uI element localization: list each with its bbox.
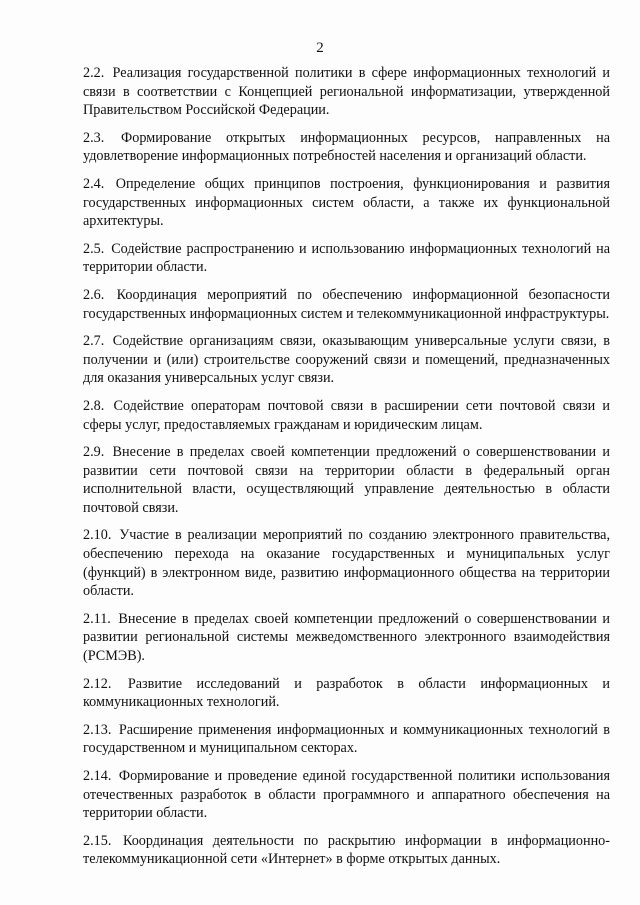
paragraph-text: Координация мероприятий по обеспечению информационной безопасности государственных информационных систем и телекоммуникационной инфраструктуры. <box>83 286 611 322</box>
paragraph-text: Содействие распространению и использованию информационных технологий на территории области. <box>83 240 611 276</box>
paragraph-text: Реализация государственной политики в сфере информационных технологий и связи в соответствии с Концепцией региональной информатизации, утвержденной Правительством Российской Федерации. <box>83 65 610 119</box>
paragraph-text: Формирование и проведение единой государственной политики использования отечественных разработок в области программного и аппаратного обеспечения на территории области. <box>83 768 610 822</box>
paragraph-number: 2.14. <box>83 768 112 784</box>
paragraph-number: 2.12. <box>83 675 112 692</box>
paragraph-text: Расширение применения информационных и коммуникационных технологий в государственном и муниципальном секторах. <box>83 721 610 757</box>
paragraph-text: Определение общих принципов построения, функционирования и развития государственных информационных систем области, а также их функциональной архитектуры. <box>83 175 611 230</box>
paragraph-2-7 <box>83 332 610 388</box>
paragraph-number: 2.8. <box>83 397 105 414</box>
paragraph-text: Координация деятельности по раскрытию информации в информационно-телекоммуникационной сети «Интернет» в форме открытых данных. <box>83 832 610 868</box>
paragraph-2-3 <box>83 129 610 166</box>
paragraph-2-9 <box>83 443 610 517</box>
paragraph-text: Участие в реализации мероприятий по созданию электронного правительства, обеспечению перехода на оказание государственных и муниципальных услуг (функций) в электронном виде, развитию информационного общества на территории области. <box>83 527 610 600</box>
paragraph-number: 2.15. <box>83 832 112 849</box>
paragraph-number: 2.3. <box>83 129 105 146</box>
paragraph-number: 2.9. <box>83 444 105 461</box>
paragraph-text: Содействие организациям связи, оказывающим универсальные услуги связи, в получении и (или) строительстве сооружений связи и помещений, предназначенных для оказания универсальных услуг связи. <box>83 333 610 387</box>
paragraph-number: 2.10. <box>83 527 112 544</box>
paragraph-2-11 <box>83 610 610 666</box>
paragraph-text: Формирование открытых информационных ресурсов, направленных на удовлетворение информационных потребностей населения и организаций области. <box>83 129 610 165</box>
paragraph-2-12 <box>83 675 610 712</box>
paragraph-number: 2.11. <box>83 610 111 627</box>
paragraph-2-14 <box>83 767 610 823</box>
paragraph-2-4 <box>83 175 610 231</box>
paragraph-text: Развитие исследований и разработок в области информационных и коммуникационных технологий. <box>83 675 610 711</box>
paragraph-2-15 <box>83 832 610 869</box>
paragraph-2-13 <box>83 721 610 758</box>
document-body <box>83 64 610 869</box>
paragraph-2-5 <box>83 240 610 277</box>
paragraph-text: Внесение в пределах своей компетенции предложений о совершенствовании и развитии сети почтовой связи на территории области в федеральный орган исполнительной власти, осуществляющий управление деятельностью в области почтовой связи. <box>83 444 610 516</box>
page-number: 2 <box>316 40 324 56</box>
paragraph-text: Внесение в пределах своей компетенции предложений о совершенствовании и развитии региональной системы межведомственного электронного взаимодействия (РСМЭВ). <box>83 610 610 665</box>
paragraph-number: 2.2. <box>83 65 105 81</box>
paragraph-2-10 <box>83 526 610 600</box>
paragraph-number: 2.13. <box>83 721 112 738</box>
paragraph-2-8 <box>83 397 610 434</box>
paragraph-2-2 <box>83 64 610 120</box>
paragraph-text: Содействие операторам почтовой связи в расширении сети почтовой связи и сферы услуг, предоставляемых гражданам и юридическим лицам. <box>83 397 611 433</box>
paragraph-2-6 <box>83 286 610 323</box>
paragraph-number: 2.6. <box>83 286 105 303</box>
paragraph-number: 2.7. <box>83 333 105 350</box>
paragraph-number: 2.4. <box>83 175 105 192</box>
paragraph-number: 2.5. <box>83 240 105 257</box>
